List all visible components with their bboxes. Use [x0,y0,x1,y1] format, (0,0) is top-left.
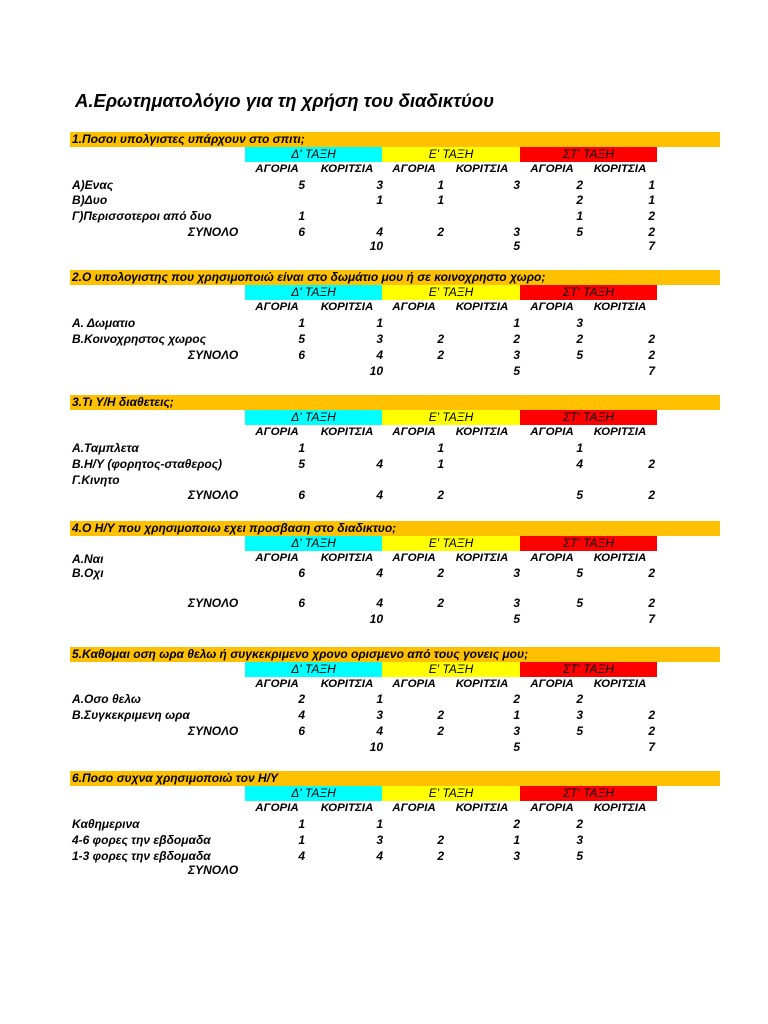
count-cell: 4 [298,849,305,863]
answer-label: 1-3 φορες την εβδομαδα [72,849,211,863]
table-row [70,238,720,254]
count-cell: 6 [298,488,305,502]
answer-label: Α.Ναι [72,552,104,566]
table-row [70,331,720,347]
class-header: ΣΤ' ΤΑΞΗ [520,662,657,677]
count-cell: 6 [298,566,305,580]
count-cell: 4 [376,849,383,863]
count-cell: 2 [648,596,655,610]
class-header: ΣΤ' ΤΑΞΗ [520,536,657,551]
gender-header: ΚΟΡΙΤΣΙΑ [455,552,509,564]
gender-header: ΑΓΟΡΙΑ [530,678,574,690]
count-cell: 5 [576,488,583,502]
question-title: 6.Ποσο συχνα χρησιμοποιώ τον Η/Υ [70,771,720,786]
gender-header: ΚΟΡΙΤΣΙΑ [455,163,509,175]
total-label: ΣΥΝΟΛΟ [188,225,239,239]
question-section [70,132,720,292]
class-header: Ε' ΤΑΞΗ [382,410,520,425]
gender-header: ΚΟΡΙΤΣΙΑ [455,802,509,814]
count-cell: 2 [648,348,655,362]
count-cell: 5 [298,457,305,471]
count-cell: 6 [298,724,305,738]
count-cell: 2 [437,488,444,502]
count-cell: 2 [648,566,655,580]
count-cell: 1 [376,692,383,706]
count-cell: 7 [648,740,655,754]
gender-header: ΑΓΟΡΙΑ [255,802,299,814]
count-cell: 10 [369,364,383,378]
gender-header: ΚΟΡΙΤΣΙΑ [320,802,374,814]
count-cell: 1 [513,708,520,722]
total-label: ΣΥΝΟΛΟ [188,596,239,610]
table-row [70,723,720,739]
count-cell: 2 [648,209,655,223]
question-title: 4.Ο Η/Υ που χρησιμοποιω εχει προσβαση στο διαδικτυο; [70,521,720,536]
count-cell: 1 [298,316,305,330]
count-cell: 6 [298,348,305,362]
class-header: Ε' ΤΑΞΗ [382,786,520,801]
count-cell: 1 [648,178,655,192]
count-cell: 4 [376,488,383,502]
table-row [70,487,720,503]
gender-header: ΚΟΡΙΤΣΙΑ [320,678,374,690]
count-cell: 2 [437,348,444,362]
answer-label: Β.Οχι [72,566,104,580]
count-cell: 5 [576,566,583,580]
count-cell: 2 [648,708,655,722]
count-cell: 4 [376,225,383,239]
count-cell: 3 [513,849,520,863]
answer-label: Β.Κοινοχρηστος χωρος [72,332,206,346]
gender-header: ΚΟΡΙΤΣΙΑ [320,163,374,175]
gender-header: ΚΟΡΙΤΣΙΑ [320,552,374,564]
table-row [70,192,720,208]
count-cell: 6 [298,225,305,239]
count-cell: 5 [513,239,520,253]
count-cell: 1 [437,457,444,471]
count-cell: 2 [648,724,655,738]
count-cell: 4 [376,457,383,471]
total-label: ΣΥΝΟΛΟ [188,348,239,362]
count-cell: 1 [513,316,520,330]
gender-header: ΑΓΟΡΙΑ [392,552,436,564]
count-cell: 5 [576,348,583,362]
count-cell: 3 [513,348,520,362]
table-row [70,832,720,848]
answer-label: Α)Ενας [72,178,114,192]
count-cell: 5 [513,740,520,754]
count-cell: 4 [376,566,383,580]
count-cell: 1 [648,193,655,207]
gender-header: ΚΟΡΙΤΣΙΑ [455,301,509,313]
count-cell: 3 [513,225,520,239]
count-cell: 10 [369,239,383,253]
question-title: 5.Καθομαι οση ωρα θελω ή συγκεκριμενο χρονο ορισμενο από τους γονεις μου; [70,647,720,662]
answer-label: Καθημερινα [72,817,140,831]
gender-header: ΑΓΟΡΙΑ [530,552,574,564]
answer-label: Α.Οσο θελω [72,692,141,706]
answer-label: Α.Ταμπλετα [72,441,139,455]
count-cell: 2 [648,488,655,502]
count-cell: 2 [648,225,655,239]
class-header: Δ' ΤΑΞΗ [245,662,382,677]
gender-header: ΚΟΡΙΤΣΙΑ [593,301,647,313]
class-header: Δ' ΤΑΞΗ [245,786,382,801]
count-cell: 4 [376,596,383,610]
count-cell: 4 [576,457,583,471]
count-cell: 2 [576,193,583,207]
gender-header: ΑΓΟΡΙΑ [255,552,299,564]
count-cell: 4 [376,348,383,362]
count-cell: 5 [298,178,305,192]
count-cell: 1 [298,441,305,455]
class-header: ΣΤ' ΤΑΞΗ [520,410,657,425]
count-cell: 1 [298,209,305,223]
count-cell: 2 [648,332,655,346]
table-row [70,739,720,755]
gender-header: ΑΓΟΡΙΑ [392,678,436,690]
count-cell: 1 [437,441,444,455]
gender-header: ΑΓΟΡΙΑ [392,163,436,175]
table-row [70,862,720,878]
count-cell: 5 [513,364,520,378]
gender-header: ΑΓΟΡΙΑ [255,301,299,313]
count-cell: 2 [298,692,305,706]
count-cell: 1 [576,209,583,223]
table-row [70,315,720,331]
class-header: Δ' ΤΑΞΗ [245,536,382,551]
count-cell: 10 [369,740,383,754]
count-cell: 2 [437,708,444,722]
gender-header: ΚΟΡΙΤΣΙΑ [455,426,509,438]
gender-header: ΚΟΡΙΤΣΙΑ [455,678,509,690]
class-header: ΣΤ' ΤΑΞΗ [520,147,657,162]
class-header: Ε' ΤΑΞΗ [382,536,520,551]
answer-label: Β.Η/Υ (φορητος-σταθερος) [72,457,223,471]
count-cell: 5 [576,596,583,610]
count-cell: 2 [648,457,655,471]
gender-header: ΚΟΡΙΤΣΙΑ [593,426,647,438]
count-cell: 1 [376,817,383,831]
count-cell: 6 [298,596,305,610]
class-header: Δ' ΤΑΞΗ [245,147,382,162]
gender-header: ΑΓΟΡΙΑ [530,301,574,313]
answer-label: Β.Συγκεκριμενη ωρα [72,708,190,722]
count-cell: 1 [576,441,583,455]
count-cell: 1 [376,316,383,330]
answer-label: Α. Δωματιο [72,316,136,330]
table-row [70,595,720,611]
gender-header: ΚΟΡΙΤΣΙΑ [320,426,374,438]
gender-header: ΚΟΡΙΤΣΙΑ [593,678,647,690]
table-row [70,456,720,472]
class-header: Ε' ΤΑΞΗ [382,147,520,162]
count-cell: 10 [369,612,383,626]
count-cell: 2 [513,692,520,706]
count-cell: 3 [513,724,520,738]
count-cell: 5 [298,332,305,346]
class-header: ΣΤ' ΤΑΞΗ [520,786,657,801]
count-cell: 3 [513,566,520,580]
count-cell: 2 [437,332,444,346]
count-cell: 1 [437,193,444,207]
class-header: ΣΤ' ΤΑΞΗ [520,285,657,300]
count-cell: 7 [648,364,655,378]
table-row [70,565,720,581]
gender-header: ΑΓΟΡΙΑ [392,802,436,814]
count-cell: 2 [437,566,444,580]
count-cell: 4 [298,708,305,722]
count-cell: 2 [437,225,444,239]
answer-label: Γ.Κινητο [72,473,120,487]
total-label: ΣΥΝΟΛΟ [188,863,239,877]
class-header: Δ' ΤΑΞΗ [245,285,382,300]
table-row [70,363,720,379]
table-row [70,347,720,363]
count-cell: 1 [513,833,520,847]
gender-header: ΚΟΡΙΤΣΙΑ [593,163,647,175]
count-cell: 3 [376,708,383,722]
table-row [70,611,720,627]
question-title: 2.Ο υπολογιστης που χρησιμοποιώ είναι στο δωμάτιο μου ή σε κοινοχρηστο χωρο; [70,270,720,285]
count-cell: 2 [437,833,444,847]
count-cell: 2 [576,332,583,346]
count-cell: 2 [513,817,520,831]
count-cell: 2 [576,692,583,706]
question-title: 3.Τι Υ/Η διαθετεις; [70,395,720,410]
count-cell: 5 [576,724,583,738]
count-cell: 5 [576,225,583,239]
answer-label: Β)Δυο [72,193,108,207]
count-cell: 3 [513,178,520,192]
count-cell: 2 [437,849,444,863]
count-cell: 1 [298,817,305,831]
total-label: ΣΥΝΟΛΟ [188,488,239,502]
total-label: ΣΥΝΟΛΟ [188,724,239,738]
table-row [70,440,720,456]
gender-header: ΚΟΡΙΤΣΙΑ [593,802,647,814]
count-cell: 5 [513,612,520,626]
table-row [70,208,720,224]
count-cell: 4 [376,724,383,738]
gender-header: ΑΓΟΡΙΑ [392,301,436,313]
table-row [70,177,720,193]
gender-header: ΑΓΟΡΙΑ [255,426,299,438]
class-header: Δ' ΤΑΞΗ [245,410,382,425]
count-cell: 2 [576,817,583,831]
gender-header: ΑΓΟΡΙΑ [392,426,436,438]
table-row [70,691,720,707]
count-cell: 3 [376,178,383,192]
count-cell: 7 [648,612,655,626]
page-title: Α.Ερωτηματολόγιο για τη χρήση του διαδικτύου [75,90,495,111]
class-header: Ε' ΤΑΞΗ [382,285,520,300]
table-row [70,472,720,488]
question-section [70,771,720,931]
count-cell: 2 [513,332,520,346]
count-cell: 1 [376,193,383,207]
count-cell: 3 [513,596,520,610]
count-cell: 1 [298,833,305,847]
count-cell: 3 [376,332,383,346]
answer-label: Γ)Περισσοτεροι από δυο [72,209,212,223]
gender-header: ΑΓΟΡΙΑ [530,426,574,438]
answer-label: 4-6 φορες την εβδομαδα [72,833,211,847]
gender-header: ΑΓΟΡΙΑ [255,678,299,690]
gender-header: ΑΓΟΡΙΑ [255,163,299,175]
count-cell: 3 [576,316,583,330]
count-cell: 3 [576,833,583,847]
count-cell: 7 [648,239,655,253]
count-cell: 2 [437,724,444,738]
class-header: Ε' ΤΑΞΗ [382,662,520,677]
gender-header: ΚΟΡΙΤΣΙΑ [320,301,374,313]
count-cell: 5 [576,849,583,863]
gender-header: ΚΟΡΙΤΣΙΑ [593,552,647,564]
gender-header: ΑΓΟΡΙΑ [530,163,574,175]
count-cell: 1 [437,178,444,192]
count-cell: 3 [376,833,383,847]
count-cell: 3 [576,708,583,722]
gender-header: ΑΓΟΡΙΑ [530,802,574,814]
count-cell: 2 [437,596,444,610]
table-row [70,707,720,723]
question-title: 1.Ποσοι υπολγιστες υπάρχουν στο σπιτι; [70,132,720,147]
table-row [70,816,720,832]
count-cell: 2 [576,178,583,192]
